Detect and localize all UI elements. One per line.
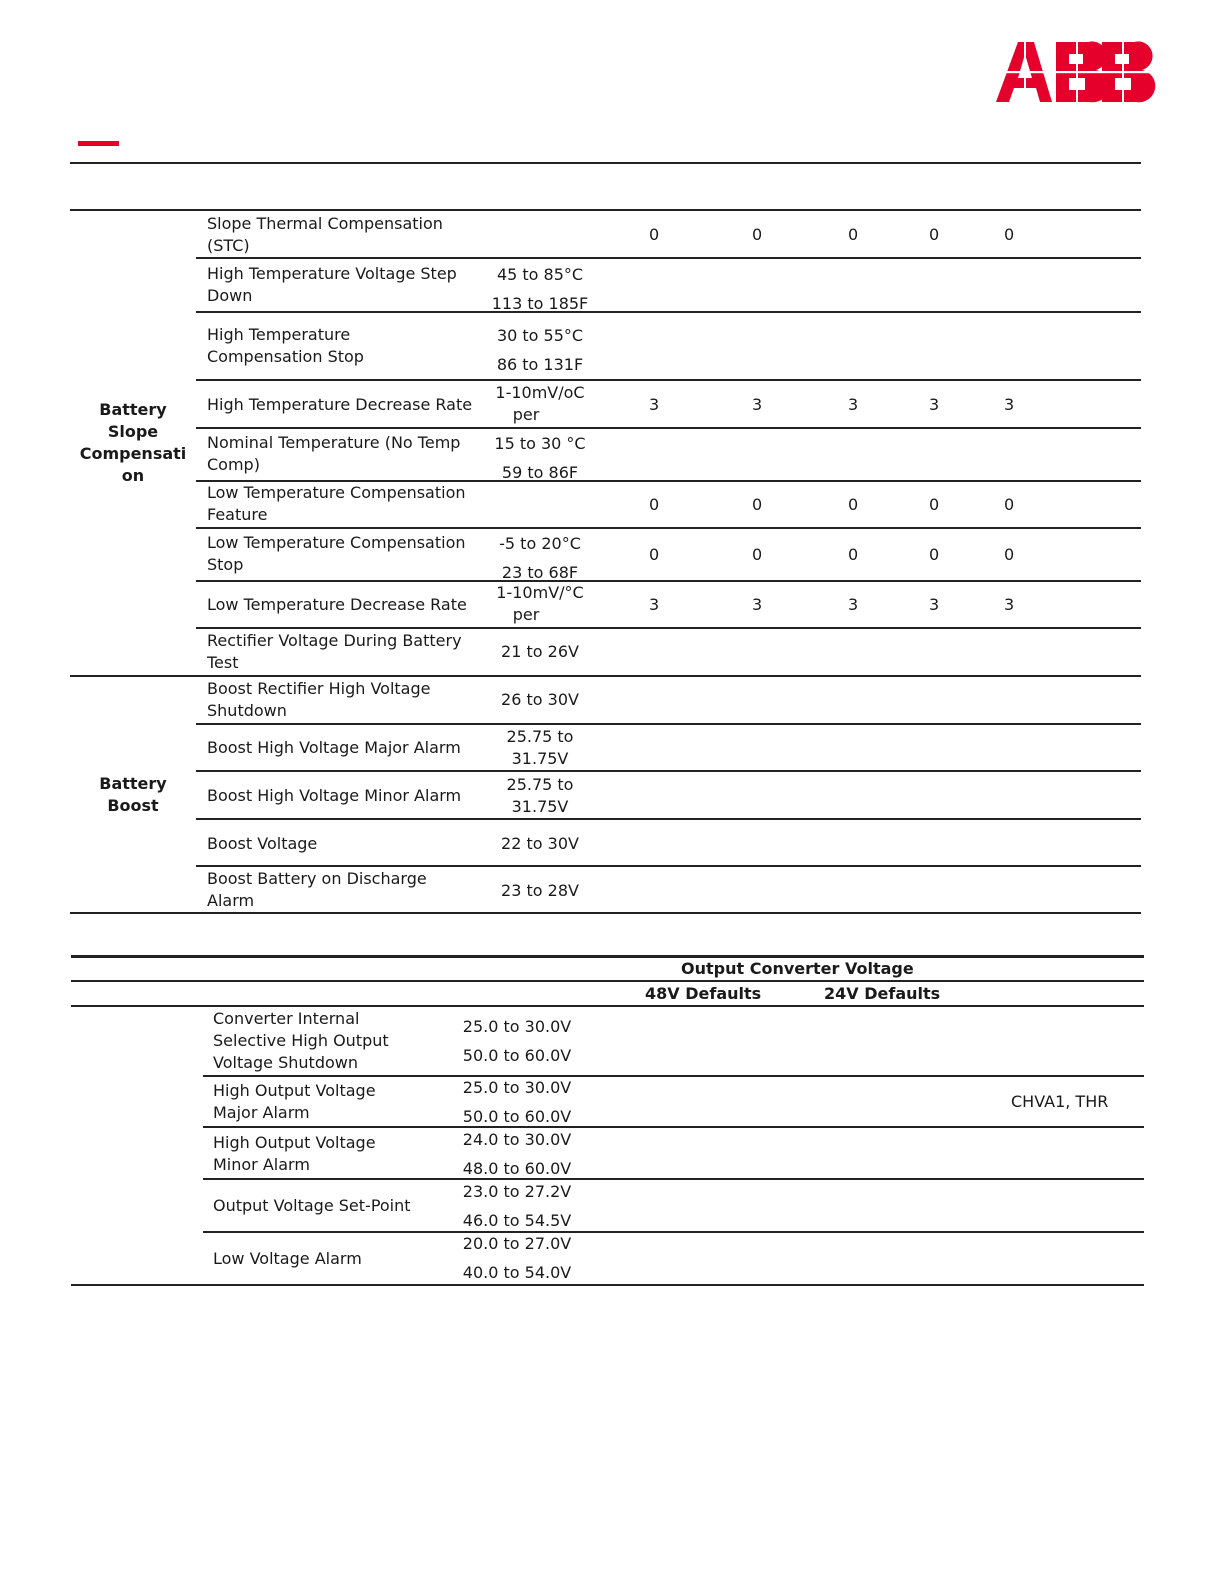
value-cell: 0 [848,545,859,564]
value-cell: 0 [649,495,660,514]
table-bottom-rule [71,1284,1144,1286]
note-cell: CHVA1, THR [1011,1092,1109,1111]
param-name: Rectifier Voltage During Battery Test [207,631,462,672]
value-cell: 0 [1004,545,1015,564]
value-cell: 0 [848,495,859,514]
param-name: Nominal Temperature (No Temp Comp) [207,433,461,474]
value-cell: 0 [929,225,940,244]
value-cell: 0 [848,225,859,244]
value-cell: 3 [848,595,859,614]
range-cell: 26 to 30V [501,690,579,709]
value-cell: 3 [649,595,660,614]
value-cell: 3 [1004,595,1015,614]
table-title: Output Converter Voltage [681,959,914,978]
range-cell: 23 to 28V [501,881,579,900]
row-divider [203,1075,1144,1077]
range-cell: 1-10mV/°C per [496,583,584,624]
value-cell: 3 [752,395,763,414]
column-header-48v: 48V Defaults [645,984,762,1003]
row-divider [196,865,1141,867]
param-name: Output Voltage Set-Point [213,1196,411,1215]
range-cell: 45 to 85°C 113 to 185F [491,265,589,313]
row-divider [196,627,1141,629]
group-label-line: on [121,466,145,485]
abb-logo [996,40,1156,104]
group-label-line: Compensati [79,444,187,463]
value-cell: 0 [649,545,660,564]
value-cell: 3 [929,395,940,414]
group-label-line: Battery [99,774,167,793]
row-divider [203,1231,1144,1233]
row-divider [196,527,1141,529]
row-divider [196,723,1141,725]
range-cell: 20.0 to 27.0V 40.0 to 54.0V [462,1234,572,1282]
range-cell: 30 to 55°C 86 to 131F [496,326,584,374]
accent-bar [78,141,119,146]
value-cell: 0 [752,225,763,244]
range-cell: 24.0 to 30.0V 48.0 to 60.0V [462,1130,572,1178]
value-cell: 0 [929,545,940,564]
row-divider [196,311,1141,313]
range-cell: 23.0 to 27.2V 46.0 to 54.5V [462,1182,572,1230]
param-name: High Temperature Decrease Rate [207,395,473,414]
range-cell: 15 to 30 °C 59 to 86F [494,434,586,482]
row-divider [203,1126,1144,1128]
param-name: Converter Internal Selective High Output Voltage Shutdown [213,1009,389,1072]
param-name: High Output Voltage Major Alarm [213,1081,376,1122]
param-name: Boost High Voltage Major Alarm [207,738,461,757]
group-label-line: Slope [107,422,159,441]
param-name: High Temperature Voltage Step Down [207,264,457,305]
value-cell: 0 [649,225,660,244]
param-name: Low Temperature Compensation Stop [207,533,466,574]
row-divider [196,580,1141,582]
table-bottom-rule [70,912,1141,914]
table-top-rule [71,955,1144,958]
range-cell: 25.75 to 31.75V [506,775,574,816]
table-top-rule [70,209,1141,211]
header-rule [70,162,1141,164]
value-cell: 0 [1004,495,1015,514]
group-label-battery-boost [74,773,192,817]
row-divider [196,427,1141,429]
value-cell: 0 [752,495,763,514]
range-cell: 25.75 to 31.75V [506,727,574,768]
group-divider [70,675,1141,677]
param-name: Boost Rectifier High Voltage Shutdown [207,679,431,720]
row-divider [196,770,1141,772]
param-name: Low Voltage Alarm [213,1249,362,1268]
range-cell: 21 to 26V [501,642,579,661]
range-cell: 1-10mV/oC per [495,383,585,424]
row-divider [196,257,1141,259]
param-name: Low Temperature Decrease Rate [207,595,467,614]
param-name: Slope Thermal Compensation (STC) [207,214,443,255]
column-header-24v: 24V Defaults [824,984,941,1003]
range-cell: 22 to 30V [501,834,579,853]
range-cell: 25.0 to 30.0V 50.0 to 60.0V [462,1078,572,1126]
header-rule [71,1005,1144,1007]
group-label-battery-slope [74,399,192,487]
row-divider [196,379,1141,381]
param-name: High Temperature Compensation Stop [207,325,364,366]
value-cell: 0 [752,545,763,564]
value-cell: 3 [752,595,763,614]
param-name: Low Temperature Compensation Feature [207,483,466,524]
value-cell: 3 [848,395,859,414]
param-name: High Output Voltage Minor Alarm [213,1133,376,1174]
value-cell: 3 [1004,395,1015,414]
range-cell: -5 to 20°C 23 to 68F [499,534,581,582]
value-cell: 0 [1004,225,1015,244]
value-cell: 0 [929,495,940,514]
param-name: Boost High Voltage Minor Alarm [207,786,462,805]
group-label-line: Boost [107,796,159,815]
header-rule [71,980,1144,982]
value-cell: 3 [929,595,940,614]
range-cell: 25.0 to 30.0V 50.0 to 60.0V [462,1017,572,1065]
param-name: Boost Voltage [207,834,318,853]
value-cell: 3 [649,395,660,414]
param-name: Boost Battery on Discharge Alarm [207,869,427,910]
group-label-line: Battery [99,400,167,419]
row-divider [196,818,1141,820]
row-divider [203,1178,1144,1180]
